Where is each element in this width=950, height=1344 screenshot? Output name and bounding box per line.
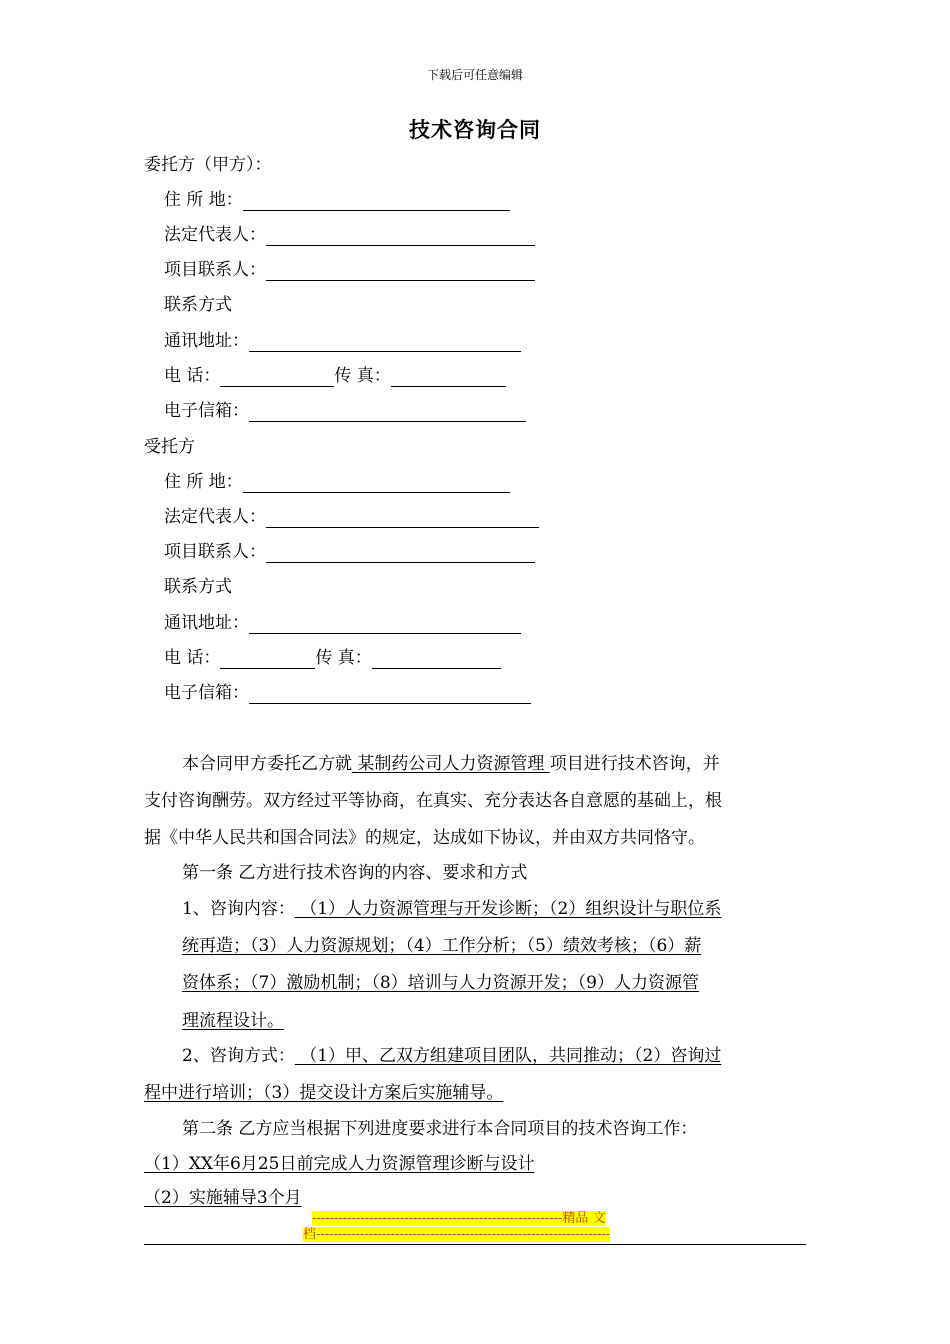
method-text: （1）甲、乙双方组建项目团队，共同推动；（2）咨询过 [294,1046,722,1066]
party-b-mail-row [164,612,521,634]
page-title: 技术咨询合同 [409,117,541,142]
party-b-phone-fax-row [164,647,501,669]
article-1-method-line-1 [182,1045,721,1067]
article-1-method-line-2: 程中进行培训；（3）提交设计方案后实施辅导。 [144,1083,504,1103]
article-1-content-line-1 [182,898,721,920]
intro-text: 项目进行技术咨询，并 [549,754,720,774]
mail-address-field[interactable] [249,333,521,352]
party-a-phone-fax-row [164,365,506,387]
content-text: （1）人力资源管理与开发诊断；（2）组织设计与职位系 [294,899,722,919]
legal-rep-field[interactable] [266,509,539,528]
legal-rep-label: 法定代表人： [164,507,266,527]
phone-field[interactable] [220,368,334,387]
party-a-email-row [164,400,526,422]
party-b-email-row [164,682,531,704]
fax-label: 传 真： [315,648,372,668]
mail-address-label: 通讯地址： [164,613,249,633]
address-label: 住 所 地： [164,472,243,492]
intro-text: 本合同甲方委托乙方就 [182,754,352,774]
intro-line-1 [182,753,720,775]
mail-address-label: 通讯地址： [164,331,249,351]
email-field[interactable] [249,403,526,422]
contact-field[interactable] [266,262,535,281]
header-note: 下载后可任意编辑 [426,68,523,82]
contact-field[interactable] [266,544,535,563]
intro-line-3: 据《中华人民共和国合同法》的规定，达成如下协议，并由双方共同恪守。 [144,828,705,848]
fax-field[interactable] [372,650,501,669]
party-a-heading: 委托方（甲方）： [144,155,272,175]
email-field[interactable] [249,685,531,704]
address-field[interactable] [243,474,510,493]
phone-label: 电 话： [164,366,221,386]
project-name: 某制药公司人力资源管理 [352,754,550,774]
fax-field[interactable] [391,368,506,387]
email-label: 电子信箱： [164,401,249,421]
party-b-heading: 受托方 [144,437,195,457]
footer-text: ---------------------------------------------------------精品 文 [312,1211,606,1226]
legal-rep-label: 法定代表人： [164,225,266,245]
party-a-legal-rep-row [164,224,535,246]
fax-label: 传 真： [334,366,391,386]
contact-label: 项目联系人： [164,542,266,562]
phone-label: 电 话： [164,648,221,668]
address-label: 住 所 地： [164,190,243,210]
footer-divider [144,1244,806,1245]
party-a-address-row [164,189,510,211]
legal-rep-field[interactable] [266,227,535,246]
article-2-heading: 第二条 乙方应当根据下列进度要求进行本合同项目的技术咨询工作： [182,1119,698,1139]
article-2-item-1: （1）XX年6月25日前完成人力资源管理诊断与设计 [144,1154,535,1174]
article-1-heading: 第一条 乙方进行技术咨询的内容、要求和方式 [182,863,528,883]
party-a-mail-row [164,330,521,352]
article-2-item-2: （2）实施辅导3个月 [144,1188,302,1208]
mail-address-field[interactable] [249,615,521,634]
intro-line-2: 支付咨询酬劳。双方经过平等协商，在真实、充分表达各自意愿的基础上，根 [144,791,722,811]
party-b-contact-method: 联系方式 [164,577,232,597]
party-b-contact-row [164,541,535,563]
article-1-content-line-4: 理流程设计。 [182,1011,284,1031]
address-field[interactable] [243,192,510,211]
footer-watermark-line-2 [303,1227,610,1242]
party-a-contact-method: 联系方式 [164,295,232,315]
phone-field[interactable] [220,650,315,669]
contact-label: 项目联系人： [164,260,266,280]
party-b-address-row [164,471,510,493]
content-label: 1、咨询内容： [182,899,295,919]
method-label: 2、咨询方式： [182,1046,295,1066]
email-label: 电子信箱： [164,683,249,703]
article-1-content-line-2: 统再造；（3）人力资源规划；（4）工作分析；（5）绩效考核；（6）薪 [182,936,702,956]
article-1-content-line-3: 资体系；（7）激励机制；（8）培训与人力资源开发；（9）人力资源管 [182,973,699,993]
party-a-contact-row [164,259,535,281]
footer-watermark-line-1 [312,1211,606,1226]
footer-text: 档------------------------------------------------------------------- [303,1227,611,1242]
party-b-legal-rep-row [164,506,539,528]
